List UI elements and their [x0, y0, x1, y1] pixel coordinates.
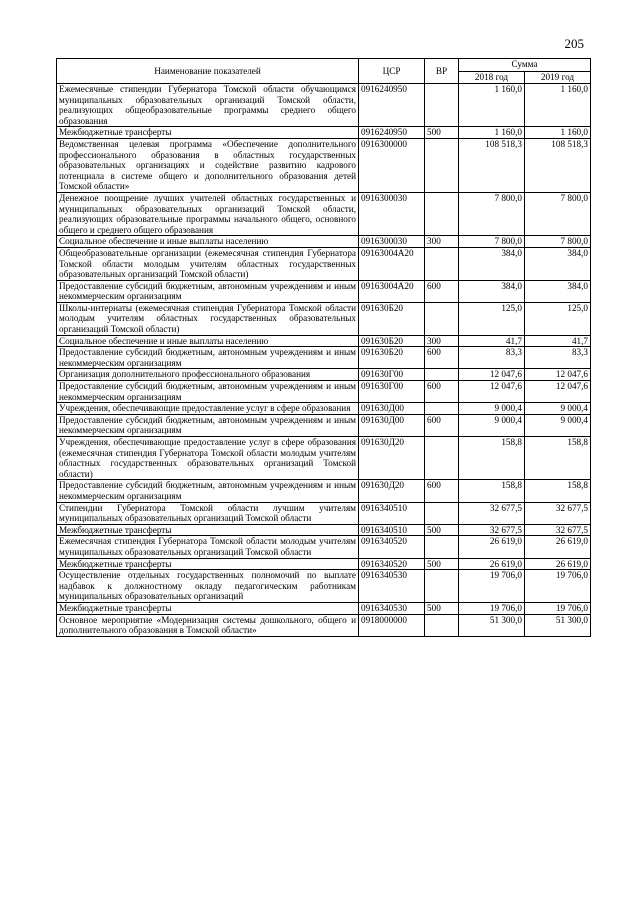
row-sum-2018-cell: 7 800,0: [459, 192, 525, 235]
row-vr-cell: [425, 536, 459, 558]
row-sum-2019-cell: 158,8: [525, 437, 591, 480]
row-csr-cell: 0916340520: [359, 536, 425, 558]
row-name-cell: Стипендии Губернатора Томской области лучшим учителям муниципальных образовательных организаций Томской области: [57, 502, 359, 524]
row-vr-cell: [425, 614, 459, 636]
table-row: [57, 302, 591, 335]
table-row: [57, 558, 591, 570]
row-sum-2019-cell: 19 706,0: [525, 570, 591, 603]
row-sum-2019-cell: 32 677,5: [525, 524, 591, 536]
row-sum-2018-cell: 26 619,0: [459, 536, 525, 558]
row-sum-2018-cell: 158,8: [459, 480, 525, 502]
row-csr-cell: 0916340530: [359, 570, 425, 603]
row-sum-2018-cell: 12 047,6: [459, 381, 525, 403]
row-sum-2018-cell: 384,0: [459, 247, 525, 280]
table-header: [57, 59, 591, 84]
row-sum-2018-cell: 125,0: [459, 302, 525, 335]
row-csr-cell: 0918000000: [359, 614, 425, 636]
row-vr-cell: [425, 369, 459, 381]
row-vr-cell: [425, 437, 459, 480]
row-sum-2019-cell: 41,7: [525, 335, 591, 347]
table-row: [57, 335, 591, 347]
row-csr-cell: 091630Г00: [359, 381, 425, 403]
row-vr-cell: 600: [425, 381, 459, 403]
row-csr-cell: 0916340520: [359, 558, 425, 570]
table-row: [57, 602, 591, 614]
table-row: [57, 480, 591, 502]
table-row: [57, 536, 591, 558]
row-sum-2019-cell: 384,0: [525, 247, 591, 280]
row-sum-2019-cell: 51 300,0: [525, 614, 591, 636]
row-sum-2019-cell: 125,0: [525, 302, 591, 335]
row-sum-2019-cell: 19 706,0: [525, 602, 591, 614]
row-name-cell: Межбюджетные трансферты: [57, 558, 359, 570]
table-row: [57, 524, 591, 536]
row-name-cell: Предоставление субсидий бюджетным, автономным учреждениям и иным некоммерческим организациям: [57, 414, 359, 436]
row-csr-cell: 091630Б20: [359, 347, 425, 369]
row-sum-2018-cell: 9 000,4: [459, 414, 525, 436]
row-csr-cell: 09163004А20: [359, 280, 425, 302]
row-sum-2018-cell: 51 300,0: [459, 614, 525, 636]
row-name-cell: Социальное обеспечение и иные выплаты населению: [57, 236, 359, 248]
row-name-cell: Ведомственная целевая программа «Обеспечение дополнительного профессионального образования в областных государственных образовательных организациях и содействие развитию кадрового потенциала в системе общего и дополнительного образования детей Томской области»: [57, 138, 359, 192]
row-vr-cell: [425, 502, 459, 524]
table-row: [57, 403, 591, 415]
row-sum-2018-cell: 41,7: [459, 335, 525, 347]
row-sum-2019-cell: 7 800,0: [525, 192, 591, 235]
row-csr-cell: 091630Д20: [359, 480, 425, 502]
row-sum-2019-cell: 12 047,6: [525, 369, 591, 381]
row-name-cell: Учреждения, обеспечивающие предоставление услуг в сфере образования (ежемесячная стипендия Губернатора Томской области молодым учителям областных государственных образовательных организаций Томской области): [57, 437, 359, 480]
row-vr-cell: [425, 192, 459, 235]
row-sum-2018-cell: 1 160,0: [459, 84, 525, 127]
row-sum-2019-cell: 26 619,0: [525, 536, 591, 558]
row-vr-cell: 600: [425, 480, 459, 502]
row-sum-2018-cell: 7 800,0: [459, 236, 525, 248]
row-csr-cell: 091630Д20: [359, 437, 425, 480]
row-sum-2019-cell: 158,8: [525, 480, 591, 502]
row-vr-cell: 600: [425, 347, 459, 369]
header-sum: Сумма: [459, 59, 591, 72]
budget-table: [56, 58, 591, 637]
row-name-cell: Организация дополнительного профессионального образования: [57, 369, 359, 381]
row-csr-cell: 0916340510: [359, 524, 425, 536]
row-name-cell: Предоставление субсидий бюджетным, автономным учреждениям и иным некоммерческим организациям: [57, 480, 359, 502]
row-sum-2018-cell: 19 706,0: [459, 570, 525, 603]
row-name-cell: Учреждения, обеспечивающие предоставление услуг в сфере образования: [57, 403, 359, 415]
row-name-cell: Денежное поощрение лучших учителей областных государственных и муниципальных образовательных организаций Томской области, реализующих образовательные программы начального общего, основного общего и среднего общего образования: [57, 192, 359, 235]
row-vr-cell: [425, 247, 459, 280]
row-sum-2018-cell: 9 000,4: [459, 403, 525, 415]
row-sum-2019-cell: 384,0: [525, 280, 591, 302]
row-sum-2018-cell: 158,8: [459, 437, 525, 480]
row-vr-cell: 500: [425, 558, 459, 570]
row-name-cell: Ежемесячные стипендии Губернатора Томской области обучающимся муниципальных образовательных организаций Томской области, реализующих общеобразовательные программы среднего общего образования: [57, 84, 359, 127]
table-row: [57, 570, 591, 603]
row-vr-cell: 500: [425, 602, 459, 614]
row-name-cell: Межбюджетные трансферты: [57, 127, 359, 139]
header-year-2018: 2018 год: [459, 71, 525, 84]
row-sum-2018-cell: 32 677,5: [459, 502, 525, 524]
table-row: [57, 437, 591, 480]
row-sum-2019-cell: 32 677,5: [525, 502, 591, 524]
row-name-cell: Школы-интернаты (ежемесячная стипендия Губернатора Томской области молодым учителям областных государственных образовательных организаций Томской области): [57, 302, 359, 335]
row-vr-cell: 600: [425, 414, 459, 436]
row-sum-2019-cell: 7 800,0: [525, 236, 591, 248]
row-vr-cell: [425, 302, 459, 335]
table-row: [57, 614, 591, 636]
row-name-cell: Социальное обеспечение и иные выплаты населению: [57, 335, 359, 347]
table-row: [57, 381, 591, 403]
row-csr-cell: 0916340530: [359, 602, 425, 614]
row-sum-2018-cell: 32 677,5: [459, 524, 525, 536]
row-sum-2019-cell: 9 000,4: [525, 403, 591, 415]
header-csr: ЦСР: [359, 59, 425, 84]
row-vr-cell: 500: [425, 524, 459, 536]
header-year-2019: 2019 год: [525, 71, 591, 84]
row-sum-2018-cell: 12 047,6: [459, 369, 525, 381]
row-sum-2019-cell: 1 160,0: [525, 84, 591, 127]
row-vr-cell: 300: [425, 236, 459, 248]
table-row: [57, 127, 591, 139]
table-row: [57, 414, 591, 436]
table-row: [57, 247, 591, 280]
row-vr-cell: [425, 138, 459, 192]
header-name: Наименование показателей: [57, 59, 359, 84]
row-csr-cell: 0916300030: [359, 236, 425, 248]
row-vr-cell: [425, 84, 459, 127]
row-sum-2019-cell: 26 619,0: [525, 558, 591, 570]
row-name-cell: Предоставление субсидий бюджетным, автономным учреждениям и иным некоммерческим организациям: [57, 381, 359, 403]
row-csr-cell: 09163004А20: [359, 247, 425, 280]
row-sum-2019-cell: 9 000,4: [525, 414, 591, 436]
row-name-cell: Ежемесячная стипендия Губернатора Томской области молодым учителям муниципальных образовательных организаций Томской области: [57, 536, 359, 558]
table-row: [57, 369, 591, 381]
row-csr-cell: 0916340510: [359, 502, 425, 524]
page-number: 205: [564, 36, 584, 51]
row-name-cell: Предоставление субсидий бюджетным, автономным учреждениям и иным некоммерческим организациям: [57, 280, 359, 302]
row-csr-cell: 091630Б20: [359, 302, 425, 335]
row-vr-cell: [425, 570, 459, 603]
row-sum-2018-cell: 83,3: [459, 347, 525, 369]
row-csr-cell: 0916300000: [359, 138, 425, 192]
table-row: [57, 236, 591, 248]
row-vr-cell: 600: [425, 280, 459, 302]
header-vr: ВР: [425, 59, 459, 84]
row-vr-cell: [425, 403, 459, 415]
row-sum-2018-cell: 1 160,0: [459, 127, 525, 139]
table-body: [57, 84, 591, 637]
row-sum-2018-cell: 108 518,3: [459, 138, 525, 192]
row-sum-2019-cell: 1 160,0: [525, 127, 591, 139]
row-csr-cell: 0916240950: [359, 84, 425, 127]
table-row: [57, 192, 591, 235]
row-name-cell: Основное мероприятие «Модернизация системы дошкольного, общего и дополнительного образования в Томской области»: [57, 614, 359, 636]
row-csr-cell: 091630Д00: [359, 414, 425, 436]
table-row: [57, 138, 591, 192]
row-csr-cell: 0916300030: [359, 192, 425, 235]
row-vr-cell: 300: [425, 335, 459, 347]
row-csr-cell: 0916240950: [359, 127, 425, 139]
row-sum-2018-cell: 384,0: [459, 280, 525, 302]
table-row: [57, 347, 591, 369]
row-csr-cell: 091630Г00: [359, 369, 425, 381]
row-vr-cell: 500: [425, 127, 459, 139]
row-sum-2019-cell: 12 047,6: [525, 381, 591, 403]
table-row: [57, 502, 591, 524]
row-name-cell: Предоставление субсидий бюджетным, автономным учреждениям и иным некоммерческим организациям: [57, 347, 359, 369]
row-name-cell: Межбюджетные трансферты: [57, 524, 359, 536]
table-row: [57, 280, 591, 302]
row-name-cell: Межбюджетные трансферты: [57, 602, 359, 614]
row-name-cell: Осуществление отдельных государственных полномочий по выплате надбавок к должностному окладу педагогическим работникам муниципальных образовательных организаций: [57, 570, 359, 603]
row-name-cell: Общеобразовательные организации (ежемесячная стипендия Губернатора Томской области молодым учителям областных государственных образовательных организаций Томской области): [57, 247, 359, 280]
table-row: [57, 84, 591, 127]
row-sum-2019-cell: 83,3: [525, 347, 591, 369]
row-csr-cell: 091630Д00: [359, 403, 425, 415]
row-csr-cell: 091630Б20: [359, 335, 425, 347]
row-sum-2019-cell: 108 518,3: [525, 138, 591, 192]
row-sum-2018-cell: 19 706,0: [459, 602, 525, 614]
row-sum-2018-cell: 26 619,0: [459, 558, 525, 570]
